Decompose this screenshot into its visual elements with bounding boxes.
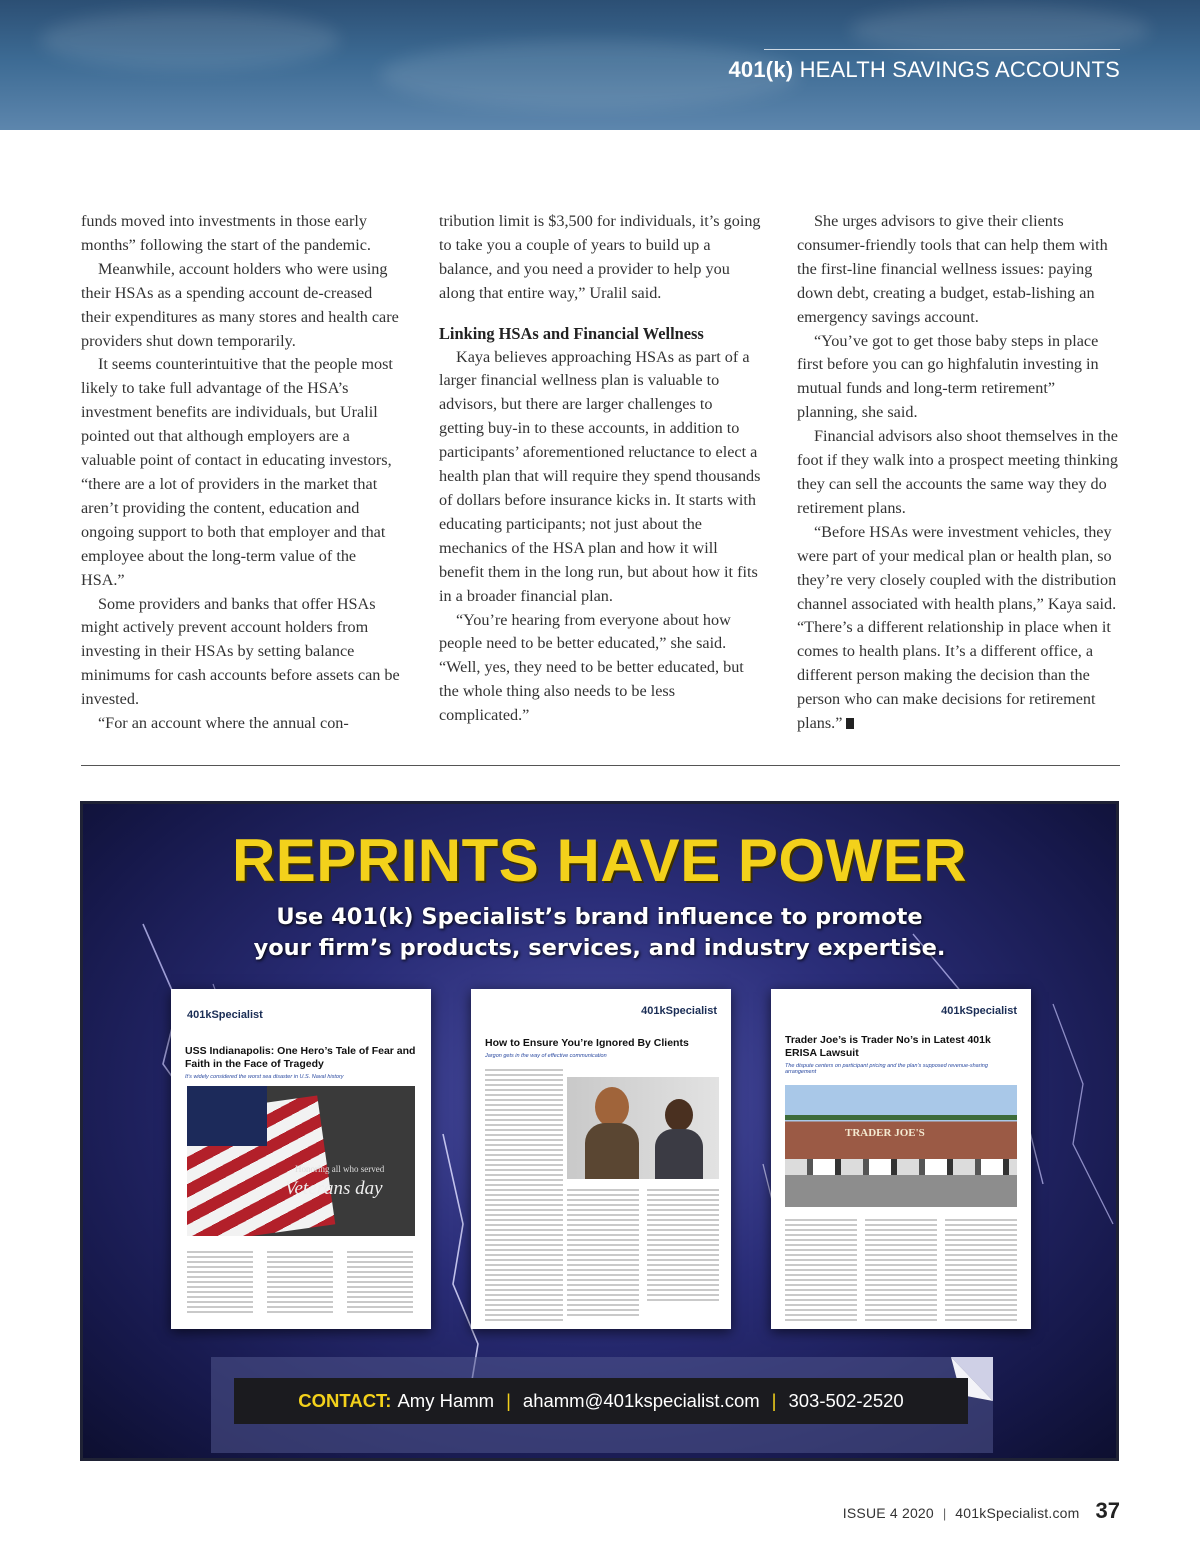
paragraph: It seems counterintuitive that the people most likely to take full advantage of the HSA’s investment benefits are individuals, but Uralil pointed out that although employers are a valuable point of contact in educating investors, “there are a lot of providers in the market that aren’t providing the content, education and ongoing support to both that employer and that employee about the long-term value of the HSA.” — [81, 355, 393, 589]
people-photo — [567, 1077, 719, 1179]
reprint-sample-card — [471, 989, 731, 1329]
paragraph: “You’ve got to get those baby steps in place first before you can go highfalutin investing in mutual funds and long-term retirement” planning, she said. — [797, 331, 1099, 422]
article-column-2 — [439, 210, 761, 728]
reprints-advertisement[interactable] — [80, 801, 1119, 1461]
ad-headline: REPRINTS HAVE POWER — [231, 827, 968, 894]
card-title: USS Indianapolis: One Hero’s Tale of Fear and Faith in the Face of Tragedy — [185, 1045, 416, 1070]
card-subtitle: It’s widely considered the worst sea disaster in U.S. Naval history — [185, 1074, 344, 1080]
card-title: How to Ensure You’re Ignored By Clients — [485, 1037, 689, 1049]
article-column-3 — [797, 210, 1119, 736]
paragraph: She urges advisors to give their clients consumer-friendly tools that can help them with the first-line financial wellness issues: paying down debt, creating a budget, estab-lishing an emergency savings account. — [797, 212, 1108, 326]
card-subtitle: The dispute centers on participant pricing and the plan’s supposed revenue-sharing arrangement — [785, 1063, 988, 1075]
text-placeholder — [267, 1251, 333, 1316]
text-placeholder — [945, 1219, 1017, 1324]
text-placeholder — [187, 1251, 253, 1316]
header-banner — [0, 0, 1200, 130]
article-column-1 — [81, 210, 403, 736]
paragraph: funds moved into investments in those early months” following the start of the pandemic. — [81, 212, 371, 254]
separator: | — [942, 1506, 947, 1521]
text-placeholder — [485, 1069, 563, 1324]
end-mark-icon — [846, 718, 854, 729]
card-subtitle: Jargon gets in the way of effective communication — [485, 1053, 607, 1059]
section-title: 401(k) HEALTH SAVINGS ACCOUNTS — [728, 57, 1120, 82]
text-placeholder — [347, 1251, 413, 1316]
text-placeholder — [785, 1219, 857, 1324]
photo-caption: Veterans day — [285, 1178, 383, 1199]
text-placeholder — [865, 1219, 937, 1324]
page-footer — [843, 1498, 1120, 1524]
paragraph: “Before HSAs were investment vehicles, they were part of your medical plan or health plan, so they’re very closely coupled with the distribution channel associated with health plans,” Kaya said. “There’s a different relationship in place when it comes to health plans. It’s a different office, a different person making the decision than the person who can make decisions for retirement plans.” — [797, 522, 1117, 733]
contact-email-link[interactable]: ahamm@401kspecialist.com — [522, 1390, 760, 1411]
separator: | — [506, 1390, 511, 1411]
reprint-sample-card — [171, 989, 431, 1329]
paragraph: tribution limit is $3,500 for individuals, it’s going to take you a couple of years to build up a balance, and you need a provider to help you along that entire way,” Uralil said. — [439, 212, 761, 302]
text-placeholder — [647, 1189, 719, 1304]
flag-photo — [187, 1086, 415, 1236]
paragraph: Some providers and banks that offer HSAs might actively prevent account holders from investing in their HSAs by setting balance minimums for cash accounts before assets can be invested. — [81, 594, 400, 709]
magazine-logo: 401kSpecialist — [941, 1005, 1017, 1017]
site-link[interactable]: 401kSpecialist.com — [955, 1505, 1080, 1521]
card-title: Trader Joe’s is Trader No’s in Latest 401k ERISA Lawsuit — [785, 1034, 991, 1059]
paragraph: “You’re hearing from everyone about how people need to be better educated,” she said. “Well, yes, they need to be better educated, but the whole thing also needs to be less complicated.” — [439, 610, 744, 725]
ad-subheadline: Use 401(k) Specialist’s brand influence to promote — [276, 904, 923, 930]
paragraph: “For an account where the annual con- — [98, 714, 349, 733]
page-number: 37 — [1095, 1498, 1120, 1523]
paragraph: Meanwhile, account holders who were using their HSAs as a spending account de-creased their expenditures as many stores and health care providers shut down temporarily. — [81, 259, 399, 350]
section-rule — [764, 49, 1120, 50]
store-sign: TRADER JOE'S — [845, 1127, 925, 1139]
issue-label: ISSUE 4 2020 — [842, 1505, 934, 1521]
subheading: Linking HSAs and Financial Wellness — [439, 323, 704, 343]
photo-caption: Honoring all who served — [295, 1164, 385, 1174]
magazine-logo: 401kSpecialist — [641, 1005, 717, 1017]
magazine-logo: 401kSpecialist — [187, 1009, 263, 1021]
ad-subheadline: your firm’s products, services, and industry expertise. — [253, 935, 946, 961]
contact-phone[interactable]: 303-502-2520 — [788, 1390, 904, 1411]
divider — [81, 765, 1120, 766]
paragraph: Financial advisors also shoot themselves in the foot if they walk into a prospect meeting thinking they can sell the accounts the same way they do retirement plans. — [797, 427, 1118, 517]
reprint-sample-card — [771, 989, 1031, 1329]
paragraph: Kaya believes approaching HSAs as part of a larger financial wellness plan is valuable to advisors, but there are larger challenges to getting buy-in to these accounts, in addition to participants’ aforementioned reluctance to elect a health plan that will require they spend thousands of dollars before insurance kicks in. It starts with educating participants; not just about the mechanics of the HSA plan and how it will benefit them in the long run, but about how it fits in a broader financial plan. — [439, 347, 761, 605]
store-photo — [785, 1085, 1017, 1207]
contact-label: CONTACT: — [298, 1390, 392, 1411]
text-placeholder — [567, 1189, 639, 1319]
contact-name: Amy Hamm — [397, 1390, 495, 1411]
contact-bar — [234, 1378, 968, 1424]
separator: | — [771, 1390, 777, 1411]
